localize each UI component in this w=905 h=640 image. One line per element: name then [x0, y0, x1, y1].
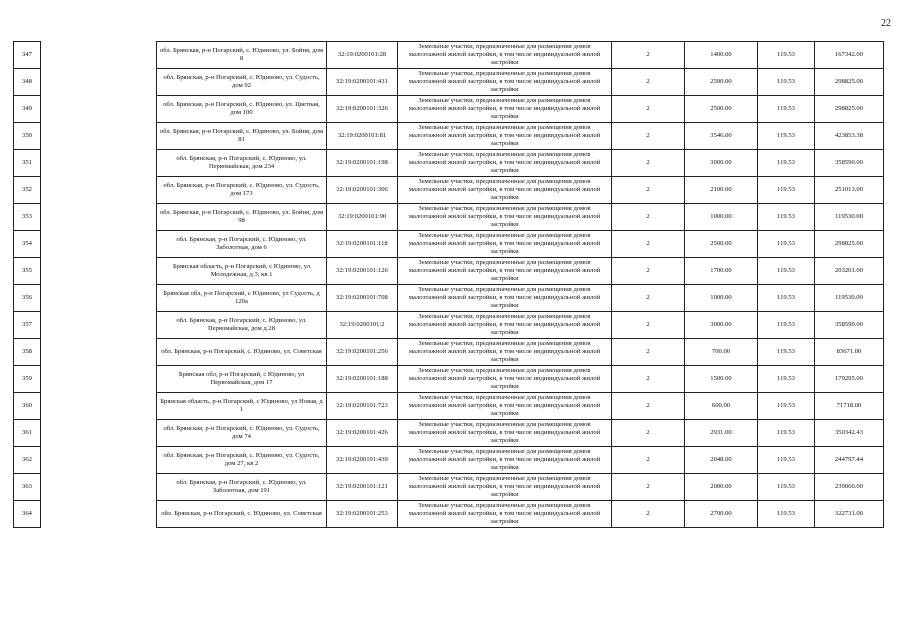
land-use-cell: Земельные участки, предназначенные для размещения домов малоэтажной жилой застройки, в том числе индивидуальной жилой застройки: [398, 204, 612, 231]
address-cell: обл. Брянская, р-н Погарский, с. Юдиново, ул. Заболотная, дом 6: [157, 231, 327, 258]
spacer-cell: [41, 123, 157, 150]
land-use-cell: Земельные участки, предназначенные для размещения домов малоэтажной жилой застройки, в том числе индивидуальной жилой застройки: [398, 366, 612, 393]
area-cell: 2931.00: [685, 420, 758, 447]
area-cell: 1000.00: [685, 204, 758, 231]
page-number: 22: [881, 18, 891, 29]
row-number: 362: [14, 447, 41, 474]
rate-cell: 119.53: [758, 393, 815, 420]
address-cell: обл. Брянская, р-н Погарский, с. Юдиново, ул. Судость, дом 27, кв 2: [157, 447, 327, 474]
cadastral-number: 32:19:0200101:306: [327, 177, 398, 204]
address-cell: Брянская обл, р-н Погарский, с Юдиново, ул Первомайская, дом 17: [157, 366, 327, 393]
cadastral-number: 32:19:0200101:2: [327, 312, 398, 339]
rate-cell: 119.53: [758, 501, 815, 528]
table-row: [14, 285, 884, 312]
address-cell: обл. Брянская, р-н Погарский, с. Юдиново, ул. Первомайская, дом 234: [157, 150, 327, 177]
cadastral-number: 32:19:0200101:723: [327, 393, 398, 420]
land-use-cell: Земельные участки, предназначенные для размещения домов малоэтажной жилой застройки, в том числе индивидуальной жилой застройки: [398, 231, 612, 258]
cadastral-value: 358590.00: [815, 312, 884, 339]
address-cell: Брянская область, р-н Погарский, с Юдиново, ул Новая, д 1: [157, 393, 327, 420]
area-cell: 2500.00: [685, 69, 758, 96]
cadastral-number: 32:19:0200101:256: [327, 339, 398, 366]
rate-cell: 119.53: [758, 366, 815, 393]
land-use-cell: Земельные участки, предназначенные для размещения домов малоэтажной жилой застройки, в том числе индивидуальной жилой застройки: [398, 69, 612, 96]
land-use-cell: Земельные участки, предназначенные для размещения домов малоэтажной жилой застройки, в том числе индивидуальной жилой застройки: [398, 285, 612, 312]
spacer-cell: [41, 285, 157, 312]
table-row: [14, 474, 884, 501]
address-cell: обл. Брянская, р-н Погарский, с. Юдиново, ул. Заболотная, дом 191: [157, 474, 327, 501]
land-use-cell: Земельные участки, предназначенные для размещения домов малоэтажной жилой застройки, в том числе индивидуальной жилой застройки: [398, 339, 612, 366]
area-cell: 2700.00: [685, 501, 758, 528]
area-cell: 3546.00: [685, 123, 758, 150]
spacer-cell: [41, 177, 157, 204]
row-number: 347: [14, 42, 41, 69]
rate-cell: 119.53: [758, 150, 815, 177]
table-row: [14, 177, 884, 204]
cadastral-value: 350342.43: [815, 420, 884, 447]
address-cell: Брянская обл, р-н Погарский, с Юдиново, ул Судость, д 120а: [157, 285, 327, 312]
cadastral-number: 32:19:0200101:121: [327, 474, 398, 501]
table-row: [14, 204, 884, 231]
land-use-cell: Земельные участки, предназначенные для размещения домов малоэтажной жилой застройки, в том числе индивидуальной жилой застройки: [398, 501, 612, 528]
row-number: 354: [14, 231, 41, 258]
rate-cell: 119.53: [758, 204, 815, 231]
table-row: [14, 258, 884, 285]
spacer-cell: [41, 204, 157, 231]
cadastral-value: 298825.00: [815, 231, 884, 258]
table-row: [14, 96, 884, 123]
rate-cell: 119.53: [758, 258, 815, 285]
rate-cell: 119.53: [758, 123, 815, 150]
land-use-cell: Земельные участки, предназначенные для размещения домов малоэтажной жилой застройки, в том числе индивидуальной жилой застройки: [398, 258, 612, 285]
area-cell: 1400.00: [685, 42, 758, 69]
spacer-cell: [41, 339, 157, 366]
category-cell: 2: [612, 366, 685, 393]
cadastral-value: 71718.00: [815, 393, 884, 420]
row-number: 352: [14, 177, 41, 204]
land-use-cell: Земельные участки, предназначенные для размещения домов малоэтажной жилой застройки, в том числе индивидуальной жилой застройки: [398, 177, 612, 204]
land-valuation-table: [13, 41, 884, 528]
cadastral-number: 32:19:0200101:118: [327, 231, 398, 258]
address-cell: обл. Брянская, р-н Погарский, с. Юдиново, ул. Бойня, дом 8: [157, 42, 327, 69]
cadastral-number: 32:19:0200101:198: [327, 150, 398, 177]
cadastral-value: 119530.00: [815, 285, 884, 312]
cadastral-value: 358590.00: [815, 150, 884, 177]
land-use-cell: Земельные участки, предназначенные для размещения домов малоэтажной жилой застройки, в том числе индивидуальной жилой застройки: [398, 150, 612, 177]
cadastral-number: 32:19:0200101:439: [327, 447, 398, 474]
category-cell: 2: [612, 285, 685, 312]
row-number: 348: [14, 69, 41, 96]
table-row: [14, 42, 884, 69]
cadastral-value: 251013.00: [815, 177, 884, 204]
cadastral-number: 32:19:0200101:426: [327, 420, 398, 447]
address-cell: обл. Брянская, р-н Погарский, с. Юдиново, ул. Судость, дом 74: [157, 420, 327, 447]
spacer-cell: [41, 501, 157, 528]
area-cell: 3000.00: [685, 312, 758, 339]
rate-cell: 119.53: [758, 339, 815, 366]
cadastral-number: 32:19:0200101:253: [327, 501, 398, 528]
row-number: 349: [14, 96, 41, 123]
land-use-cell: Земельные участки, предназначенные для размещения домов малоэтажной жилой застройки, в том числе индивидуальной жилой застройки: [398, 96, 612, 123]
spacer-cell: [41, 42, 157, 69]
row-number: 357: [14, 312, 41, 339]
spacer-cell: [41, 420, 157, 447]
land-use-cell: Земельные участки, предназначенные для размещения домов малоэтажной жилой застройки, в том числе индивидуальной жилой застройки: [398, 42, 612, 69]
area-cell: 600.00: [685, 393, 758, 420]
cadastral-value: 423853.38: [815, 123, 884, 150]
area-cell: 1700.00: [685, 258, 758, 285]
cadastral-value: 203201.00: [815, 258, 884, 285]
spacer-cell: [41, 231, 157, 258]
category-cell: 2: [612, 123, 685, 150]
row-number: 355: [14, 258, 41, 285]
rate-cell: 119.53: [758, 447, 815, 474]
address-cell: обл. Брянская, р-н Погарский, с. Юдиново, ул. Судость, дом 173: [157, 177, 327, 204]
cadastral-number: 32:19:0200101:90: [327, 204, 398, 231]
table-row: [14, 339, 884, 366]
area-cell: 700.00: [685, 339, 758, 366]
category-cell: 2: [612, 339, 685, 366]
spacer-cell: [41, 312, 157, 339]
area-cell: 1500.00: [685, 366, 758, 393]
row-number: 358: [14, 339, 41, 366]
rate-cell: 119.53: [758, 69, 815, 96]
category-cell: 2: [612, 312, 685, 339]
row-number: 350: [14, 123, 41, 150]
category-cell: 2: [612, 204, 685, 231]
category-cell: 2: [612, 393, 685, 420]
category-cell: 2: [612, 501, 685, 528]
cadastral-value: 298825.00: [815, 96, 884, 123]
table-row: [14, 150, 884, 177]
cadastral-number: 32:19:0200101:126: [327, 258, 398, 285]
land-use-cell: Земельные участки, предназначенные для размещения домов малоэтажной жилой застройки, в том числе индивидуальной жилой застройки: [398, 393, 612, 420]
spacer-cell: [41, 150, 157, 177]
land-use-cell: Земельные участки, предназначенные для размещения домов малоэтажной жилой застройки, в том числе индивидуальной жилой застройки: [398, 447, 612, 474]
cadastral-value: 322731.00: [815, 501, 884, 528]
cadastral-value: 244797.44: [815, 447, 884, 474]
address-cell: Брянская область, р-н Погарский, с Юдиново, ул Молодежная, д 3, кв 1: [157, 258, 327, 285]
table-row: [14, 69, 884, 96]
row-number: 356: [14, 285, 41, 312]
category-cell: 2: [612, 474, 685, 501]
cadastral-number: 32:19:0200101:188: [327, 366, 398, 393]
address-cell: обл. Брянская, р-н Погарский, с. Юдиново, ул. Бойня, дом 81: [157, 123, 327, 150]
row-number: 353: [14, 204, 41, 231]
address-cell: обл. Брянская, р-н Погарский, с. Юдиново, ул. Советская: [157, 501, 327, 528]
cadastral-value: 179295.00: [815, 366, 884, 393]
spacer-cell: [41, 69, 157, 96]
spacer-cell: [41, 96, 157, 123]
area-cell: 2100.00: [685, 177, 758, 204]
area-cell: 3000.00: [685, 150, 758, 177]
category-cell: 2: [612, 150, 685, 177]
rate-cell: 119.53: [758, 420, 815, 447]
category-cell: 2: [612, 42, 685, 69]
land-use-cell: Земельные участки, предназначенные для размещения домов малоэтажной жилой застройки, в том числе индивидуальной жилой застройки: [398, 123, 612, 150]
rate-cell: 119.53: [758, 177, 815, 204]
rate-cell: 119.53: [758, 474, 815, 501]
cadastral-value: 119530.00: [815, 204, 884, 231]
table-row: [14, 231, 884, 258]
cadastral-value: 298825.00: [815, 69, 884, 96]
table-body: [14, 42, 884, 528]
area-cell: 2000.00: [685, 474, 758, 501]
cadastral-number: 32:19:0200101:326: [327, 96, 398, 123]
row-number: 360: [14, 393, 41, 420]
table-row: [14, 420, 884, 447]
area-cell: 2500.00: [685, 96, 758, 123]
area-cell: 2500.00: [685, 231, 758, 258]
cadastral-value: 167342.00: [815, 42, 884, 69]
cadastral-number: 32:19:0200101:81: [327, 123, 398, 150]
rate-cell: 119.53: [758, 285, 815, 312]
table-row: [14, 366, 884, 393]
spacer-cell: [41, 258, 157, 285]
category-cell: 2: [612, 231, 685, 258]
address-cell: обл. Брянская, р-н Погарский, с. Юдиново, ул. Цветная, дом 100: [157, 96, 327, 123]
rate-cell: 119.53: [758, 231, 815, 258]
table-row: [14, 123, 884, 150]
cadastral-value: 239060.00: [815, 474, 884, 501]
category-cell: 2: [612, 447, 685, 474]
rate-cell: 119.53: [758, 96, 815, 123]
category-cell: 2: [612, 177, 685, 204]
area-cell: 2048.00: [685, 447, 758, 474]
address-cell: обл. Брянская, р-н Погарский, с. Юдиново, ул. Судость, дом 92: [157, 69, 327, 96]
cadastral-number: 32:19:0200101:708: [327, 285, 398, 312]
spacer-cell: [41, 393, 157, 420]
spacer-cell: [41, 447, 157, 474]
row-number: 361: [14, 420, 41, 447]
land-use-cell: Земельные участки, предназначенные для размещения домов малоэтажной жилой застройки, в том числе индивидуальной жилой застройки: [398, 474, 612, 501]
rate-cell: 119.53: [758, 42, 815, 69]
row-number: 359: [14, 366, 41, 393]
address-cell: обл. Брянская, р-н Погарский, с. Юдиново, ул. Бойня, дом 98: [157, 204, 327, 231]
cadastral-number: 32:19:0200101:28: [327, 42, 398, 69]
category-cell: 2: [612, 420, 685, 447]
row-number: 363: [14, 474, 41, 501]
category-cell: 2: [612, 96, 685, 123]
rate-cell: 119.53: [758, 312, 815, 339]
category-cell: 2: [612, 258, 685, 285]
cadastral-number: 32:19:0200101:431: [327, 69, 398, 96]
table-row: [14, 501, 884, 528]
land-use-cell: Земельные участки, предназначенные для размещения домов малоэтажной жилой застройки, в том числе индивидуальной жилой застройки: [398, 420, 612, 447]
spacer-cell: [41, 366, 157, 393]
cadastral-value: 83671.00: [815, 339, 884, 366]
table-row: [14, 393, 884, 420]
land-use-cell: Земельные участки, предназначенные для размещения домов малоэтажной жилой застройки, в том числе индивидуальной жилой застройки: [398, 312, 612, 339]
row-number: 364: [14, 501, 41, 528]
table-row: [14, 447, 884, 474]
row-number: 351: [14, 150, 41, 177]
address-cell: обл. Брянская, р-н Погарский, с. Юдиново, ул. Советская: [157, 339, 327, 366]
table-row: [14, 312, 884, 339]
category-cell: 2: [612, 69, 685, 96]
address-cell: обл. Брянская, р-н Погарский, с. Юдиново, ул. Первомайская, дом д.28: [157, 312, 327, 339]
area-cell: 1000.00: [685, 285, 758, 312]
spacer-cell: [41, 474, 157, 501]
